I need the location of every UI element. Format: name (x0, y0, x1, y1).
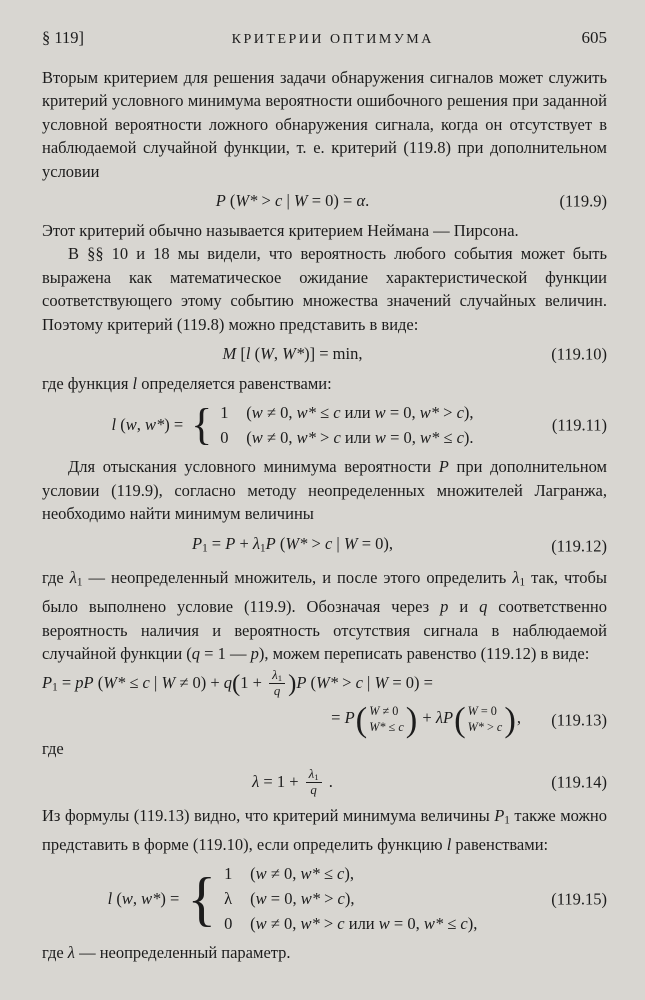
cases-rows (224, 862, 477, 935)
cases-brace: { (191, 400, 213, 450)
case-condition: (w ≠ 0, w* > c или w = 0, w* ≤ c), (250, 914, 478, 934)
equation-number: (119.15) (551, 888, 607, 908)
equation-number: (119.12) (551, 536, 607, 556)
equation-119-9 (42, 189, 607, 213)
section-marker: § 119] (42, 28, 85, 47)
equation-body: M [l (W, W*)] = min, (222, 344, 363, 363)
cases-lhs: l (w, w*) = (107, 888, 180, 908)
equation-119-14 (42, 767, 607, 798)
equation-number: (119.13) (551, 709, 607, 729)
equation-body: P1 = P + λ1P (W* > c | W = 0), (191, 533, 394, 554)
case-condition: (w ≠ 0, w* ≤ c), (250, 864, 354, 884)
equation-number: (119.9) (559, 191, 607, 210)
paragraph-expectation: В §§ 10 и 18 мы видели, что вероятность любого события может быть выражена как математическое ожидание характеристической функции соответствующего этому событию множества значений случайных величин. Поэтому критерий (119.8) можно представить в виде: (42, 244, 607, 334)
case-condition: (w ≠ 0, w* > c или w = 0, w* ≤ c). (246, 428, 474, 447)
equation-number: (119.14) (551, 772, 607, 792)
paragraph-intro: Вторым критерием для решения задачи обнаружения сигналов может служить критерий условного минимума вероятности ошибочного решения при заданной условной вероятности ложного обнаружения сигнала, когда он отсутствует в наблюдаемой случайной функции, т. е. критерий (119.8) при дополнительном условии (42, 67, 607, 181)
paragraph-multiplier: где λ1 — неопределенный множитель, и после этого определить λ1 так, чтобы было выполнено условие (119.9). Обозначая через p и q соответственно вероятность наличия и вероятность отсутствия сигнала в наблюдаемой случайной функции (q = 1 — p), можем переписать равенство (119.12) в виде: (42, 568, 607, 664)
case-condition: (w ≠ 0, w* ≤ c или w = 0, w* > c), (246, 403, 474, 422)
cases-lhs: l (w, w*) = (111, 415, 184, 435)
case-value: λ (224, 889, 233, 909)
equation-line-2 (42, 700, 607, 739)
equation-number: (119.10) (551, 344, 607, 363)
text-where-lambda: где λ — неопределенный параметр. (42, 943, 291, 963)
equation-body: P (W* > c | W = 0) = α. (215, 191, 370, 210)
running-title: КРИТЕРИИ ОПТИМУМА (231, 32, 434, 47)
equation-119-12 (42, 532, 607, 561)
equation-119-11 (42, 401, 607, 449)
case-row (224, 912, 477, 935)
case-row (224, 887, 477, 910)
case-row (220, 401, 473, 424)
case-value: 1 (224, 864, 233, 884)
paragraph-lagrange: Для отыскания условного минимума вероятности P при дополнительном условии (119.9), согласно методу неопределенных множителей Лагранжа, необходимо найти минимум величины (42, 457, 607, 523)
case-value: 0 (224, 914, 233, 934)
page-header (42, 26, 607, 52)
case-condition: (w = 0, w* > c), (250, 889, 355, 909)
equation-119-15 (42, 862, 607, 935)
equation-body: λ = 1 + $\frac{\lambda 1}{q}$ . (252, 766, 333, 797)
equation-119-13 (42, 667, 607, 739)
case-row (224, 862, 477, 885)
cases-body (108, 862, 478, 935)
equation-body: = P ( W ≠ 0 W* ≤ c ) + λP ( W = 0 W* > c ) , (331, 700, 521, 739)
case-value: 0 (220, 428, 229, 447)
cases-rows (220, 401, 473, 449)
paragraph-neyman-pearson: Этот критерий обычно называется критерием Неймана — Пирсона. (42, 220, 519, 240)
page-number: 605 (581, 28, 607, 47)
text-where: где (42, 739, 64, 759)
equation-119-10 (42, 342, 607, 366)
case-value: 1 (220, 403, 229, 422)
equation-line-1: P1 = pP (W* ≤ c | W ≠ 0) + q(1 + $\frac{\lambda 1}{q}$ )P (W* > c | W = 0) = (42, 667, 433, 698)
text-where-function-l: где функция l определяется равенствами: (42, 373, 332, 393)
cases-body (111, 401, 473, 449)
equation-number: (119.11) (551, 415, 607, 435)
cases-brace: { (187, 865, 217, 932)
paragraph-conclusion: Из формулы (119.13) видно, что критерий минимума величины P1 также можно представить в форме (119.10), если определить функцию l равенствами: (42, 805, 607, 854)
case-row (220, 426, 473, 449)
